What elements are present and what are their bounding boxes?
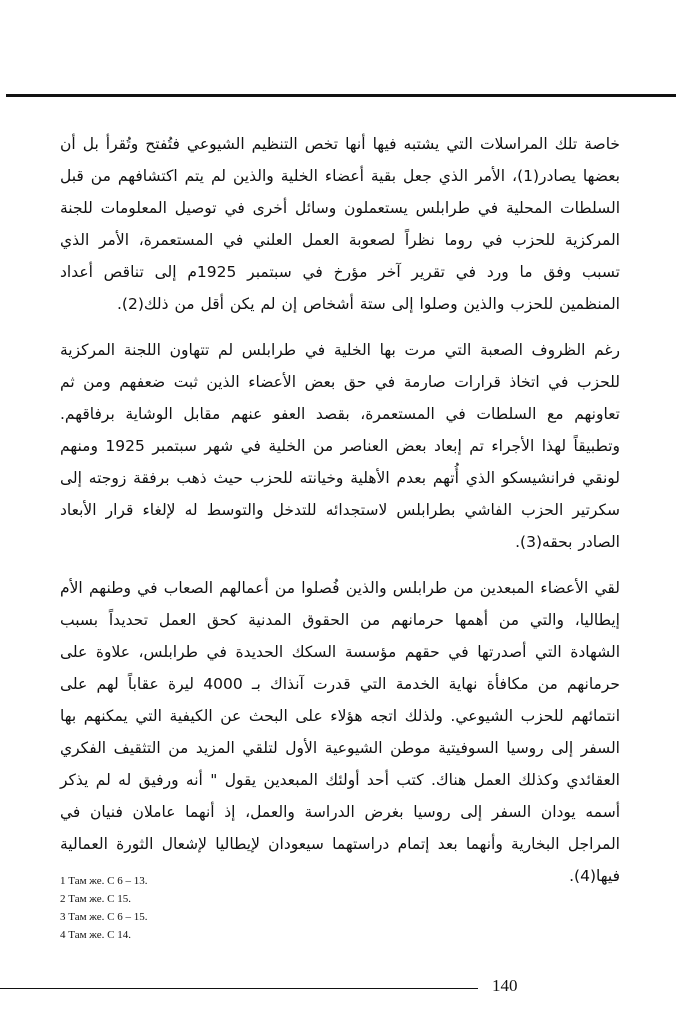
footnotes (60, 872, 360, 944)
footer-rule (0, 988, 478, 989)
paragraph: خاصة تلك المراسلات التي يشتبه فيها أنها تخص التنظيم الشيوعي فتُفتح وتُقرأ بل أن بعضها يصادر(1)، الأمر الذي جعل بقية أعضاء الخلية والذين لم يتم اكتشافهم من قبل السلطات المحلية في طرابلس يستعملون وسائل أخرى في توصيل المعلومات للجنة المركزية للحزب في روما نظراً لصعوبة العمل العلني في المستعمرة، الأمر الذي تسبب وفق ما ورد في تقرير آخر مؤرخ في سبتمبر 1925م إلى تناقص أعداد المنظمين للحزب والذين وصلوا إلى ستة أشخاص إن لم يكن أقل من ذلك(2). (60, 135, 620, 313)
footnote: 2 Там же. С 15. (60, 893, 131, 905)
paragraph: رغم الظروف الصعبة التي مرت بها الخلية في طرابلس لم تتهاون اللجنة المركزية للحزب في اتخاذ قرارات صارمة في حق بعض الأعضاء الذين ثبت ضعفهم ومن ثم تعاونهم مع السلطات في المستعمرة، بقصد العفو عنهم مقابل الوشاية برفاقهم. وتطبيقاً لهذا الأجراء تم إبعاد بعض العناصر من الخلية في شهر سبتمبر 1925 ومنهم لونقي فرانشيسكو الذي أُتهم بعدم الأهلية وخيانته للحزب حيث ذهب برفقة زوجته إلى سكرتير الحزب الفاشي بطرابلس لاستجدائه للتدخل والتوسط له لإلغاء قرار الأبعاد الصادر بحقه(3). (60, 341, 620, 551)
footnote: 3 Там же. С 6 – 15. (60, 911, 148, 923)
body-text (60, 128, 620, 892)
footnote: 4 Там же. С 14. (60, 929, 131, 941)
header-rule (6, 94, 676, 97)
footnote: 1 Там же. С 6 – 13. (60, 875, 148, 887)
page-number: 140 (492, 976, 518, 995)
paragraph: لقي الأعضاء المبعدين من طرابلس والذين فُصلوا من أعمالهم الصعاب في وطنهم الأم إيطاليا، والتي من أهمها حرمانهم من الحقوق المدنية كحق العمل تحديداً بسبب الشهادة التي أصدرتها في حقهم مؤسسة السكك الحديدة في طرابلس، علاوة على حرمانهم من مكافأة نهاية الخدمة التي قدرت آنذاك بـ 4000 ليرة عقاباً لهم على انتمائهم للحزب الشيوعي. ولذلك اتجه هؤلاء على البحث عن الكيفية التي يمكنهم بها السفر إلى روسيا السوفيتية موطن الشيوعية الأول لتلقي المزيد من التثقيف الفكري العقائدي وكذلك العمل هناك. كتب أحد أولئك المبعدين يقول " أنه ورفيق له لم يذكر أسمه يودان السفر إلى روسيا بغرض الدراسة والعمل، إذ أنهما عاملان فنيان في المراجل البخارية وأنهما بعد إتمام دراستهما سيعودان لإيطاليا لإشعال الثورة العمالية فيها(4). (60, 579, 620, 885)
